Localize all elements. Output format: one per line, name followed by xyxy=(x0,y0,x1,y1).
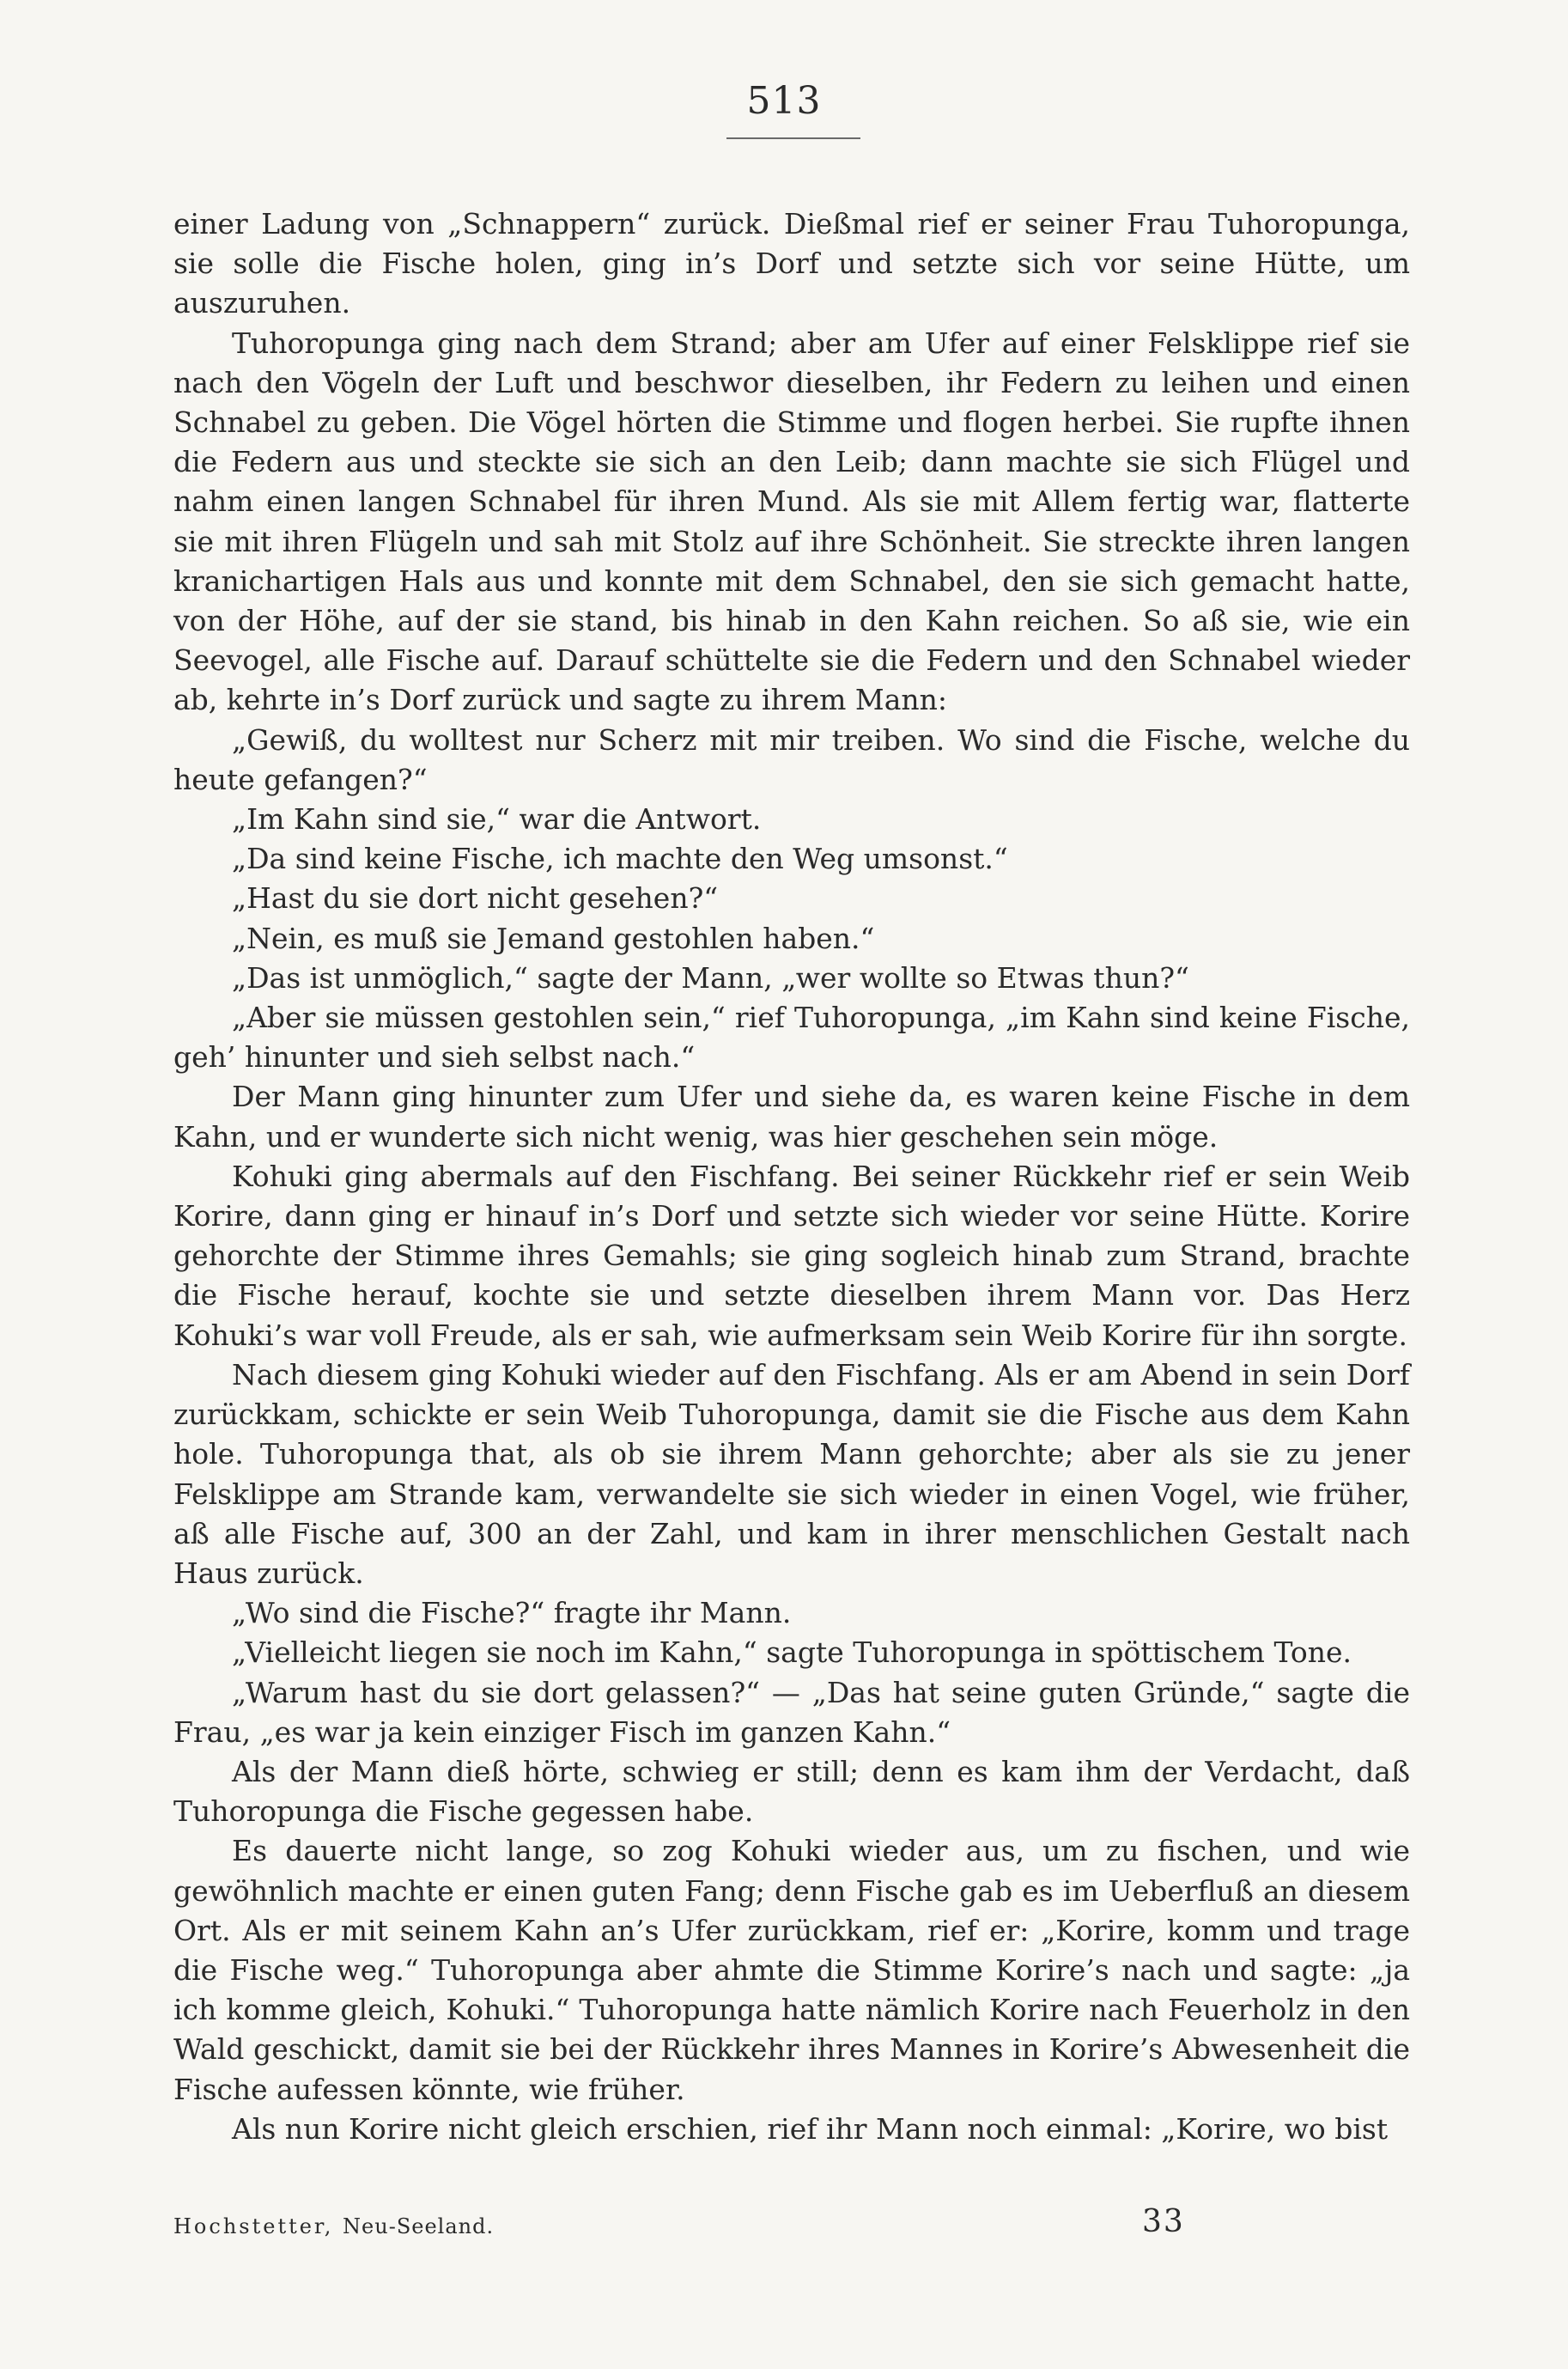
footer-signature xyxy=(173,2214,494,2238)
footer-sheet-number: 33 xyxy=(1142,2204,1185,2239)
paragraph: „Wo sind die Fische?“ fragte ihr Mann. xyxy=(232,1596,792,1630)
paragraph: „Vielleicht liegen sie noch im Kahn,“ sagte Tuhoropunga in spöttischem Tone. xyxy=(232,1635,1352,1670)
footer-title: Neu-Seeland. xyxy=(343,2214,495,2238)
footer-author: Hochstetter, xyxy=(173,2214,334,2238)
paragraph: „Da sind keine Fische, ich machte den Weg umsonst.“ xyxy=(232,842,1008,876)
paragraph: Tuhoropunga ging nach dem Strand; aber am Ufer auf einer Felsklippe rief sie nach den Vögeln der Luft und beschwor dieselben, ihr Federn zu leihen und einen Schnabel zu geben. Die Vögel hörten die Stimme und flogen herbei. Sie rupfte ihnen die Federn aus und steckte sie sich an den Leib; dann machte sie sich Flügel und nahm einen langen Schnabel für ihren Mund. Als sie mit Allem fertig war, flatterte sie mit ihren Flügeln und sah mit Stolz auf ihre Schönheit. Sie streckte ihren langen kranichartigen Hals aus und konnte mit dem Schnabel, den sie sich gemacht hatte, von der Höhe, auf der sie stand, bis hinab in den Kahn reichen. So aß sie, wie ein Seevogel, alle Fische auf. Darauf schüttelte sie die Federn und den Schnabel wieder ab, kehrte in’s Dorf zurück und sagte zu ihrem Mann: xyxy=(173,326,1410,717)
body-text xyxy=(173,204,1410,2149)
paragraph: „Das ist unmöglich,“ sagte der Mann, „wer wollte so Etwas thun?“ xyxy=(232,960,1189,995)
paragraph: „Nein, es muß sie Jemand gestohlen haben.“ xyxy=(232,921,875,955)
paragraph: „Gewiß, du wolltest nur Scherz mit mir treiben. Wo sind die Fische, welche du heute gefangen?“ xyxy=(173,722,1410,796)
paragraph: Kohuki ging abermals auf den Fischfang. Bei seiner Rückkehr rief er sein Weib Korire, dann ging er hinauf in’s Dorf und setzte sich wieder vor seine Hütte. Korire gehorchte der Stimme ihres Gemahls; sie ging sogleich hinab zum Strand, brachte die Fische herauf, kochte sie und setzte dieselben ihrem Mann vor. Das Herz Kohuki’s war voll Freude, als er sah, wie aufmerksam sein Weib Korire für ihn sorgte. xyxy=(173,1159,1410,1352)
paragraph: Nach diesem ging Kohuki wieder auf den Fischfang. Als er am Abend in sein Dorf zurückkam, schickte er sein Weib Tuhoropunga, damit sie die Fische aus dem Kahn hole. Tuhoropunga that, als ob sie ihrem Mann gehorchte; aber als sie zu jener Felsklippe am Strande kam, verwandelte sie sich wieder in einen Vogel, wie früher, aß alle Fische auf, 300 an der Zahl, und kam in ihrer menschlichen Gestalt nach Haus zurück. xyxy=(173,1357,1410,1590)
paragraph: „Im Kahn sind sie,“ war die Antwort. xyxy=(232,802,762,837)
paragraph: „Aber sie müssen gestohlen sein,“ rief Tuhoropunga, „im Kahn sind keine Fische, geh’ hinunter und sieh selbst nach.“ xyxy=(173,1001,1410,1075)
paragraph: Es dauerte nicht lange, so zog Kohuki wieder aus, um zu fischen, und wie gewöhnlich machte er einen guten Fang; denn Fische gab es im Ueberfluß an diesem Ort. Als er mit seinem Kahn an’s Ufer zurückkam, rief er: „Korire, komm und trage die Fische weg.“ Tuhoropunga aber ahmte die Stimme Korire’s nach und sagte: „ja ich komme gleich, Kohuki.“ Tuhoropunga hatte nämlich Korire nach Feuerholz in den Wald geschickt, damit sie bei der Rückkehr ihres Mannes in Korire’s Abwesenheit die Fische aufessen könnte, wie früher. xyxy=(173,1834,1410,2106)
paragraph: „Warum hast du sie dort gelassen?“ — „Das hat seine guten Gründe,“ sagte die Frau, „es war ja kein einziger Fisch im ganzen Kahn.“ xyxy=(173,1675,1410,1749)
header-rule xyxy=(726,137,860,139)
paragraph: Der Mann ging hinunter zum Ufer und siehe da, es waren keine Fische in dem Kahn, und er wunderte sich nicht wenig, was hier geschehen sein möge. xyxy=(173,1080,1410,1154)
paragraph: „Hast du sie dort nicht gesehen?“ xyxy=(232,881,719,916)
paragraph: Als der Mann dieß hörte, schwieg er still; denn es kam ihm der Verdacht, daß Tuhoropunga die Fische gegessen habe. xyxy=(173,1754,1410,1829)
paragraph: Als nun Korire nicht gleich erschien, rief ihr Mann noch einmal: „Korire, wo bist xyxy=(232,2111,1389,2146)
page-number: 513 xyxy=(746,79,822,123)
paragraph: einer Ladung von „Schnappern“ zurück. Dießmal rief er seiner Frau Tuhoropunga, sie solle die Fische holen, ging in’s Dorf und setzte sich vor seine Hütte, um auszuruhen. xyxy=(173,207,1410,320)
